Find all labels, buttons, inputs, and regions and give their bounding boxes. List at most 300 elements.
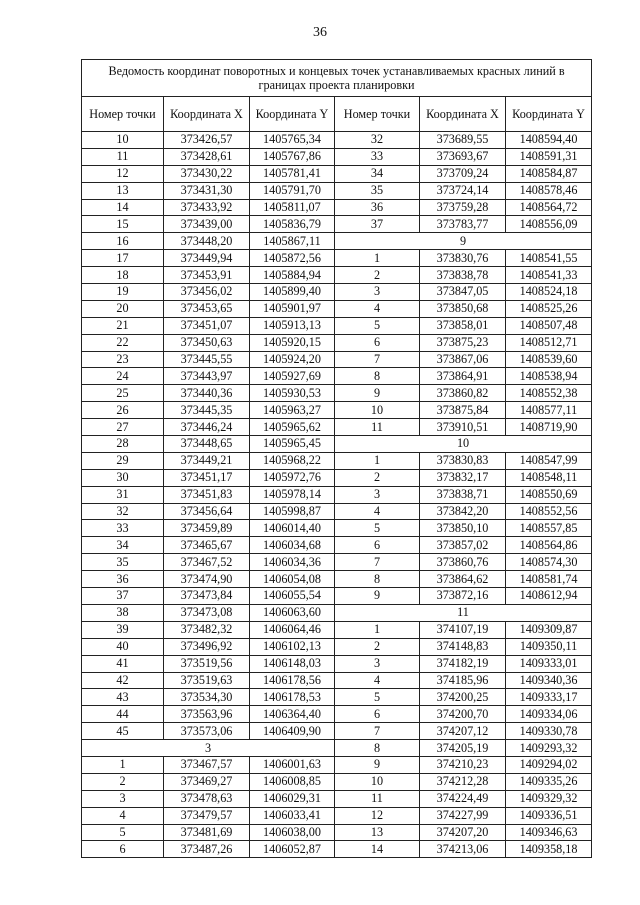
coord-y-cell: 1405899,40: [250, 284, 335, 301]
table-row: [82, 250, 592, 267]
coord-x-cell: 373473,08: [164, 604, 250, 621]
coord-x-cell: 373872,16: [420, 588, 506, 605]
header-coord-x-right: Координата X: [420, 97, 506, 132]
point-number-cell: 13: [82, 182, 164, 199]
coord-x-cell: 373783,77: [420, 216, 506, 233]
coord-y-cell: 1405968,22: [250, 452, 335, 469]
coord-x-cell: 373860,82: [420, 385, 506, 402]
point-number-cell: 5: [82, 824, 164, 841]
coord-y-cell: 1406034,36: [250, 554, 335, 571]
coord-x-cell: 374200,25: [420, 689, 506, 706]
header-coord-x-left: Координата X: [164, 97, 250, 132]
coord-x-cell: 373440,36: [164, 385, 250, 402]
coord-y-cell: 1405767,86: [250, 148, 335, 165]
coord-y-cell: 1408594,40: [506, 132, 592, 149]
header-point-number-left: Номер точки: [82, 97, 164, 132]
point-number-cell: 33: [82, 520, 164, 537]
coord-x-cell: 374148,83: [420, 638, 506, 655]
coord-x-cell: 373459,89: [164, 520, 250, 537]
coord-y-cell: 1409333,01: [506, 655, 592, 672]
coord-y-cell: 1408557,85: [506, 520, 592, 537]
coordinates-table: [81, 59, 592, 858]
coord-y-cell: 1409346,63: [506, 824, 592, 841]
point-number-cell: 39: [82, 621, 164, 638]
coord-x-cell: 373838,71: [420, 486, 506, 503]
point-number-cell: 22: [82, 334, 164, 351]
table-row: [82, 588, 592, 605]
table-row: [82, 740, 592, 757]
page-number: 36: [313, 25, 327, 40]
point-number-cell: 18: [82, 267, 164, 284]
coord-x-cell: 373867,06: [420, 351, 506, 368]
point-number-cell: 3: [335, 486, 420, 503]
point-number-cell: 5: [335, 689, 420, 706]
coord-y-cell: 1405781,41: [250, 165, 335, 182]
coord-y-cell: 1405920,15: [250, 334, 335, 351]
point-number-cell: 13: [335, 824, 420, 841]
coord-x-cell: 373456,02: [164, 284, 250, 301]
point-number-cell: 11: [335, 790, 420, 807]
coord-x-cell: 373693,67: [420, 148, 506, 165]
point-number-cell: 1: [335, 250, 420, 267]
header-coord-y-right: Координата Y: [506, 97, 592, 132]
point-number-cell: 8: [335, 368, 420, 385]
table-row: [82, 199, 592, 216]
table-row: [82, 132, 592, 149]
point-number-cell: 37: [335, 216, 420, 233]
point-number-cell: 6: [82, 841, 164, 858]
coord-x-cell: 373573,06: [164, 723, 250, 740]
point-number-cell: 10: [82, 132, 164, 149]
coord-y-cell: 1408547,99: [506, 452, 592, 469]
coord-y-cell: 1408525,26: [506, 300, 592, 317]
header-point-number-right: Номер точки: [335, 97, 420, 132]
coord-y-cell: 1405924,20: [250, 351, 335, 368]
point-number-cell: 24: [82, 368, 164, 385]
coord-x-cell: 373467,57: [164, 756, 250, 773]
point-number-cell: 26: [82, 402, 164, 419]
coord-y-cell: 1405884,94: [250, 267, 335, 284]
coord-y-cell: 1405972,76: [250, 469, 335, 486]
point-number-cell: 6: [335, 537, 420, 554]
point-number-cell: 44: [82, 706, 164, 723]
coord-x-cell: 373864,62: [420, 571, 506, 588]
coord-x-cell: 373451,17: [164, 469, 250, 486]
table-row: [82, 284, 592, 301]
coord-y-cell: 1405978,14: [250, 486, 335, 503]
table-row: [82, 790, 592, 807]
point-number-cell: 8: [335, 740, 420, 757]
point-number-cell: 36: [335, 199, 420, 216]
coord-y-cell: 1408591,31: [506, 148, 592, 165]
point-number-cell: 19: [82, 284, 164, 301]
point-number-cell: 20: [82, 300, 164, 317]
point-number-cell: 2: [335, 469, 420, 486]
table-row: [82, 419, 592, 436]
section-label: 9: [335, 233, 592, 250]
coord-x-cell: 373847,05: [420, 284, 506, 301]
point-number-cell: 3: [82, 790, 164, 807]
table-row: [82, 368, 592, 385]
table-row: [82, 621, 592, 638]
coord-x-cell: 373860,76: [420, 554, 506, 571]
coord-y-cell: 1408541,33: [506, 267, 592, 284]
table-row: [82, 165, 592, 182]
point-number-cell: 1: [335, 621, 420, 638]
coord-y-cell: 1406038,00: [250, 824, 335, 841]
table-row: [82, 689, 592, 706]
coord-y-cell: 1408507,48: [506, 317, 592, 334]
coord-y-cell: 1405927,69: [250, 368, 335, 385]
coord-y-cell: 1406033,41: [250, 807, 335, 824]
point-number-cell: 42: [82, 672, 164, 689]
coord-x-cell: 373496,92: [164, 638, 250, 655]
table-title: Ведомость координат поворотных и концевых точек устанавливаемых красных линий в границах проекта планировки: [82, 60, 592, 97]
point-number-cell: 32: [335, 132, 420, 149]
coord-y-cell: 1409333,17: [506, 689, 592, 706]
coord-x-cell: 373478,63: [164, 790, 250, 807]
coord-y-cell: 1406409,90: [250, 723, 335, 740]
coord-x-cell: 373832,17: [420, 469, 506, 486]
coord-y-cell: 1408524,18: [506, 284, 592, 301]
coord-x-cell: 373474,90: [164, 571, 250, 588]
coord-y-cell: 1406014,40: [250, 520, 335, 537]
coord-x-cell: 373446,24: [164, 419, 250, 436]
coord-y-cell: 1406055,54: [250, 588, 335, 605]
point-number-cell: 43: [82, 689, 164, 706]
coord-y-cell: 1406148,03: [250, 655, 335, 672]
point-number-cell: 5: [335, 317, 420, 334]
coord-x-cell: 373448,20: [164, 233, 250, 250]
table-row: [82, 402, 592, 419]
table-row: [82, 503, 592, 520]
coord-y-cell: 1405901,97: [250, 300, 335, 317]
point-number-cell: 34: [335, 165, 420, 182]
coord-x-cell: 373875,84: [420, 402, 506, 419]
point-number-cell: 23: [82, 351, 164, 368]
coord-y-cell: 1408574,30: [506, 554, 592, 571]
coord-x-cell: 374207,20: [420, 824, 506, 841]
coord-x-cell: 373857,02: [420, 537, 506, 554]
point-number-cell: 3: [335, 284, 420, 301]
point-number-cell: 7: [335, 351, 420, 368]
table-row: [82, 723, 592, 740]
point-number-cell: 8: [335, 571, 420, 588]
coord-x-cell: 373534,30: [164, 689, 250, 706]
point-number-cell: 16: [82, 233, 164, 250]
coord-y-cell: 1409330,78: [506, 723, 592, 740]
table-row: [82, 317, 592, 334]
coord-y-cell: 1406364,40: [250, 706, 335, 723]
table-row: [82, 756, 592, 773]
point-number-cell: 11: [335, 419, 420, 436]
point-number-cell: 1: [335, 452, 420, 469]
coord-x-cell: 373689,55: [420, 132, 506, 149]
coord-y-cell: 1409335,26: [506, 773, 592, 790]
table-row: [82, 537, 592, 554]
coord-x-cell: 373433,92: [164, 199, 250, 216]
coord-y-cell: 1405965,62: [250, 419, 335, 436]
coord-x-cell: 373724,14: [420, 182, 506, 199]
coord-y-cell: 1409336,51: [506, 807, 592, 824]
coord-x-cell: 373448,65: [164, 436, 250, 453]
coord-x-cell: 373479,57: [164, 807, 250, 824]
coord-x-cell: 374185,96: [420, 672, 506, 689]
point-number-cell: 12: [335, 807, 420, 824]
coord-x-cell: 373467,52: [164, 554, 250, 571]
coord-y-cell: 1408612,94: [506, 588, 592, 605]
point-number-cell: 21: [82, 317, 164, 334]
table-row: [82, 148, 592, 165]
point-number-cell: 14: [82, 199, 164, 216]
coord-y-cell: 1406178,53: [250, 689, 335, 706]
table-row: [82, 638, 592, 655]
coord-y-cell: 1405811,07: [250, 199, 335, 216]
table-row: [82, 655, 592, 672]
point-number-cell: 35: [335, 182, 420, 199]
point-number-cell: 2: [82, 773, 164, 790]
coord-y-cell: 1409350,11: [506, 638, 592, 655]
point-number-cell: 37: [82, 588, 164, 605]
coord-x-cell: 373850,10: [420, 520, 506, 537]
point-number-cell: 4: [335, 672, 420, 689]
point-number-cell: 38: [82, 604, 164, 621]
coord-x-cell: 374200,70: [420, 706, 506, 723]
point-number-cell: 2: [335, 267, 420, 284]
coord-y-cell: 1409293,32: [506, 740, 592, 757]
point-number-cell: 29: [82, 452, 164, 469]
table-body: [82, 60, 592, 858]
header-coord-y-left: Координата Y: [250, 97, 335, 132]
coord-y-cell: 1405930,53: [250, 385, 335, 402]
point-number-cell: 41: [82, 655, 164, 672]
table-row: [82, 385, 592, 402]
coord-y-cell: 1408512,71: [506, 334, 592, 351]
point-number-cell: 4: [335, 300, 420, 317]
coord-x-cell: 374224,49: [420, 790, 506, 807]
coord-x-cell: 373431,30: [164, 182, 250, 199]
point-number-cell: 14: [335, 841, 420, 858]
table-row: [82, 182, 592, 199]
table-row: [82, 706, 592, 723]
coord-y-cell: 1408552,38: [506, 385, 592, 402]
coord-x-cell: 373445,55: [164, 351, 250, 368]
table-row: [82, 267, 592, 284]
coord-x-cell: 373481,69: [164, 824, 250, 841]
point-number-cell: 6: [335, 334, 420, 351]
coord-x-cell: 373456,64: [164, 503, 250, 520]
coord-x-cell: 373759,28: [420, 199, 506, 216]
coord-x-cell: 373850,68: [420, 300, 506, 317]
table-row: [82, 334, 592, 351]
coord-x-cell: 373910,51: [420, 419, 506, 436]
point-number-cell: 9: [335, 385, 420, 402]
table-row: [82, 300, 592, 317]
point-number-cell: 10: [335, 773, 420, 790]
table-row: [82, 604, 592, 621]
coord-x-cell: 373487,26: [164, 841, 250, 858]
point-number-cell: 34: [82, 537, 164, 554]
point-number-cell: 31: [82, 486, 164, 503]
coord-y-cell: 1405867,11: [250, 233, 335, 250]
coord-y-cell: 1408538,94: [506, 368, 592, 385]
section-label: 3: [82, 740, 335, 757]
coord-y-cell: 1408564,86: [506, 537, 592, 554]
table-row: [82, 520, 592, 537]
table-row: [82, 824, 592, 841]
coord-x-cell: 373473,84: [164, 588, 250, 605]
point-number-cell: 40: [82, 638, 164, 655]
point-number-cell: 27: [82, 419, 164, 436]
point-number-cell: 10: [335, 402, 420, 419]
coord-x-cell: 374210,23: [420, 756, 506, 773]
coord-y-cell: 1406052,87: [250, 841, 335, 858]
coord-y-cell: 1406063,60: [250, 604, 335, 621]
table-row: [82, 486, 592, 503]
point-number-cell: 28: [82, 436, 164, 453]
coord-y-cell: 1408577,11: [506, 402, 592, 419]
coord-y-cell: 1409294,02: [506, 756, 592, 773]
coord-y-cell: 1409340,36: [506, 672, 592, 689]
coord-y-cell: 1406029,31: [250, 790, 335, 807]
table-row: [82, 672, 592, 689]
point-number-cell: 2: [335, 638, 420, 655]
point-number-cell: 33: [335, 148, 420, 165]
point-number-cell: 30: [82, 469, 164, 486]
coord-y-cell: 1406102,13: [250, 638, 335, 655]
point-number-cell: 25: [82, 385, 164, 402]
coord-x-cell: 373453,65: [164, 300, 250, 317]
coord-x-cell: 373453,91: [164, 267, 250, 284]
coord-y-cell: 1405963,27: [250, 402, 335, 419]
point-number-cell: 3: [335, 655, 420, 672]
coord-x-cell: 373449,94: [164, 250, 250, 267]
coord-x-cell: 373428,61: [164, 148, 250, 165]
table-row: [82, 841, 592, 858]
coord-x-cell: 373450,63: [164, 334, 250, 351]
coord-y-cell: 1408539,60: [506, 351, 592, 368]
coord-x-cell: 373469,27: [164, 773, 250, 790]
coord-x-cell: 373830,76: [420, 250, 506, 267]
table-row: [82, 351, 592, 368]
coord-y-cell: 1405791,70: [250, 182, 335, 199]
coord-x-cell: 373519,56: [164, 655, 250, 672]
coord-x-cell: 374205,19: [420, 740, 506, 757]
point-number-cell: 32: [82, 503, 164, 520]
point-number-cell: 17: [82, 250, 164, 267]
table-header-row: [82, 97, 592, 132]
coord-y-cell: 1408552,56: [506, 503, 592, 520]
coord-y-cell: 1408564,72: [506, 199, 592, 216]
point-number-cell: 9: [335, 756, 420, 773]
coord-x-cell: 373830,83: [420, 452, 506, 469]
coord-y-cell: 1406034,68: [250, 537, 335, 554]
point-number-cell: 45: [82, 723, 164, 740]
coord-y-cell: 1405965,45: [250, 436, 335, 453]
coord-x-cell: 373519,63: [164, 672, 250, 689]
coord-y-cell: 1406064,46: [250, 621, 335, 638]
coord-y-cell: 1408556,09: [506, 216, 592, 233]
table-row: [82, 452, 592, 469]
coord-x-cell: 374213,06: [420, 841, 506, 858]
coord-x-cell: 374107,19: [420, 621, 506, 638]
coord-y-cell: 1408550,69: [506, 486, 592, 503]
point-number-cell: 4: [335, 503, 420, 520]
coord-x-cell: 373465,67: [164, 537, 250, 554]
coord-y-cell: 1406001,63: [250, 756, 335, 773]
coord-x-cell: 373439,00: [164, 216, 250, 233]
coord-y-cell: 1408548,11: [506, 469, 592, 486]
coord-y-cell: 1406178,56: [250, 672, 335, 689]
coord-y-cell: 1405836,79: [250, 216, 335, 233]
coord-y-cell: 1409329,32: [506, 790, 592, 807]
coord-y-cell: 1405872,56: [250, 250, 335, 267]
coord-y-cell: 1408581,74: [506, 571, 592, 588]
coord-x-cell: 373864,91: [420, 368, 506, 385]
coord-x-cell: 373875,23: [420, 334, 506, 351]
coord-x-cell: 373451,83: [164, 486, 250, 503]
coord-y-cell: 1408719,90: [506, 419, 592, 436]
table-row: [82, 807, 592, 824]
point-number-cell: 15: [82, 216, 164, 233]
coord-x-cell: 373842,20: [420, 503, 506, 520]
table-row: [82, 436, 592, 453]
coord-x-cell: 374182,19: [420, 655, 506, 672]
coord-y-cell: 1405913,13: [250, 317, 335, 334]
coord-x-cell: 373838,78: [420, 267, 506, 284]
section-label: 10: [335, 436, 592, 453]
point-number-cell: 11: [82, 148, 164, 165]
table-row: [82, 773, 592, 790]
coord-x-cell: 373449,21: [164, 452, 250, 469]
coord-x-cell: 373443,97: [164, 368, 250, 385]
point-number-cell: 6: [335, 706, 420, 723]
point-number-cell: 4: [82, 807, 164, 824]
table-row: [82, 233, 592, 250]
coord-x-cell: 373430,22: [164, 165, 250, 182]
table-row: [82, 554, 592, 571]
table-row: [82, 571, 592, 588]
coord-x-cell: 374212,28: [420, 773, 506, 790]
table-row: [82, 216, 592, 233]
coord-y-cell: 1408541,55: [506, 250, 592, 267]
point-number-cell: 35: [82, 554, 164, 571]
coord-x-cell: 373563,96: [164, 706, 250, 723]
coord-x-cell: 374227,99: [420, 807, 506, 824]
coord-y-cell: 1406008,85: [250, 773, 335, 790]
coord-y-cell: 1406054,08: [250, 571, 335, 588]
coord-x-cell: 373858,01: [420, 317, 506, 334]
coord-x-cell: 373482,32: [164, 621, 250, 638]
point-number-cell: 9: [335, 588, 420, 605]
point-number-cell: 36: [82, 571, 164, 588]
coord-x-cell: 373426,57: [164, 132, 250, 149]
coord-y-cell: 1409309,87: [506, 621, 592, 638]
point-number-cell: 7: [335, 723, 420, 740]
coord-y-cell: 1409334,06: [506, 706, 592, 723]
coord-x-cell: 373451,07: [164, 317, 250, 334]
coord-y-cell: 1405765,34: [250, 132, 335, 149]
table-row: [82, 469, 592, 486]
point-number-cell: 7: [335, 554, 420, 571]
coord-y-cell: 1405998,87: [250, 503, 335, 520]
point-number-cell: 1: [82, 756, 164, 773]
coord-x-cell: 373445,35: [164, 402, 250, 419]
coord-y-cell: 1409358,18: [506, 841, 592, 858]
table-title-row: [82, 60, 592, 97]
coord-x-cell: 373709,24: [420, 165, 506, 182]
point-number-cell: 5: [335, 520, 420, 537]
